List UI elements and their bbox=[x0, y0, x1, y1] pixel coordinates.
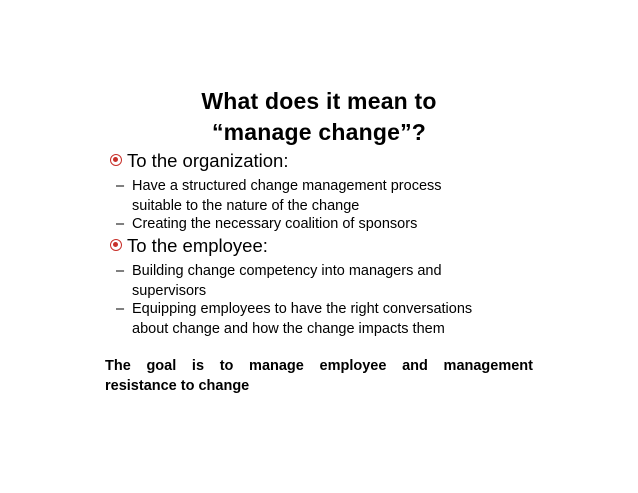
sub-item-text: Building change competency into managers and bbox=[132, 263, 442, 279]
sub-item-structured-process bbox=[116, 176, 442, 216]
sub-item-conversations bbox=[116, 299, 472, 339]
sub-item-text-continued: about change and how the change impacts them bbox=[132, 321, 445, 337]
goal-statement bbox=[105, 356, 533, 396]
bullet-organization-label: To the organization: bbox=[127, 150, 289, 171]
sub-item-text-continued: suitable to the nature of the change bbox=[132, 198, 360, 214]
sub-item-text-continued: supervisors bbox=[132, 283, 207, 299]
dash-icon: – bbox=[116, 301, 125, 317]
bullet-employee-label: To the employee: bbox=[127, 235, 268, 256]
sub-item-competency bbox=[116, 261, 442, 301]
bullet-organization bbox=[110, 150, 288, 172]
dash-icon: – bbox=[116, 178, 125, 194]
slide-title-line-2: “manage change”? bbox=[211, 119, 427, 145]
target-bullet-icon bbox=[110, 154, 122, 166]
bullet-employee bbox=[110, 235, 268, 257]
target-bullet-icon bbox=[110, 239, 122, 251]
slide-title bbox=[0, 86, 638, 148]
dash-icon: – bbox=[116, 216, 125, 232]
sub-item-text: Creating the necessary coalition of sponsors bbox=[132, 216, 418, 232]
sub-item-coalition bbox=[116, 214, 417, 234]
goal-statement-line-2: resistance to change bbox=[105, 378, 250, 394]
sub-item-text: Have a structured change management process bbox=[132, 178, 442, 194]
slide-title-line-1: What does it mean to bbox=[201, 88, 437, 114]
sub-item-text: Equipping employees to have the right conversations bbox=[132, 301, 473, 317]
goal-statement-line-1: The goal is to manage employee and management bbox=[105, 358, 533, 374]
dash-icon: – bbox=[116, 263, 125, 279]
